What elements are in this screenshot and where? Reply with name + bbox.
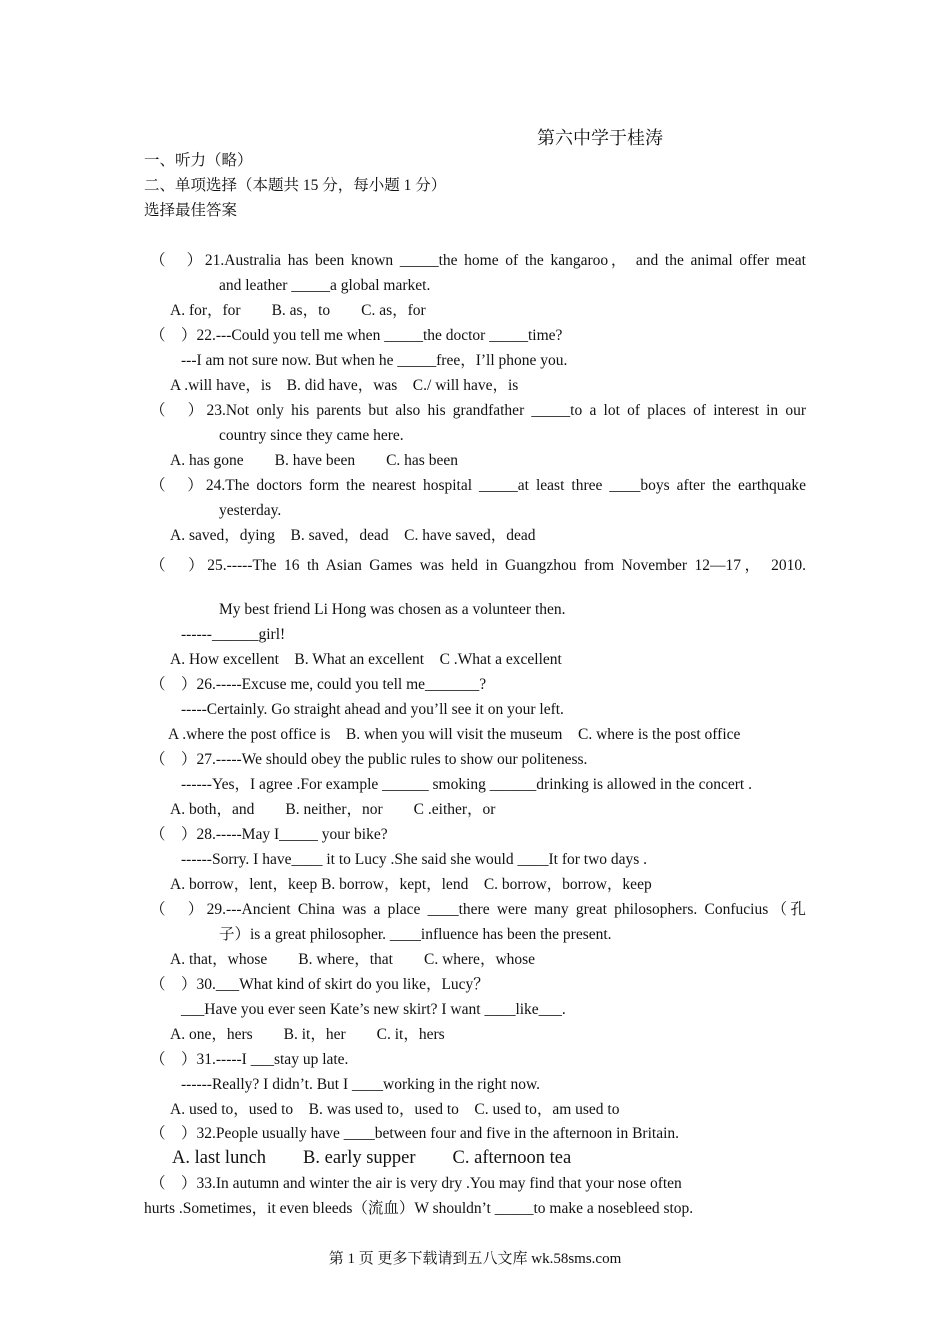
question-28-line-1: （ ）28.-----May I_____ your bike? bbox=[150, 826, 388, 843]
question-31-line-1: （ ）31.-----I ___stay up late. bbox=[150, 1051, 349, 1068]
question-31-line-2: ------Really? I didn’t. But I ____working in the right now. bbox=[181, 1076, 541, 1093]
question-33-line-2: hurts .Sometimes，it even bleeds（流血）W shouldn’t _____to make a nosebleed stop. bbox=[144, 1200, 694, 1217]
question-23-line-2: country since they came here. bbox=[219, 427, 404, 444]
question-27-line-1: （ ）27.-----We should obey the public rules to show our politeness. bbox=[150, 751, 588, 768]
question-26-options: A .where the post office is B. when you will visit the museum C. where is the post office bbox=[168, 726, 741, 743]
question-32-options: A. last lunch B. early supper C. afternoon tea bbox=[172, 1148, 572, 1168]
question-22-options: A .will have，is B. did have，was C./ will have，is bbox=[170, 377, 519, 394]
question-26-line-1: （ ）26.-----Excuse me, could you tell me_______? bbox=[150, 676, 487, 693]
question-21-options: A. for，for B. as，to C. as，for bbox=[170, 302, 426, 319]
question-30-line-2: ___Have you ever seen Kate’s new skirt? I want ____like___. bbox=[181, 1001, 566, 1018]
page-footer: 第 1 页 更多下载请到五八文库 wk.58sms.com bbox=[328, 1251, 622, 1267]
question-29-options: A. that，whose B. where，that C. where，whose bbox=[170, 951, 536, 968]
question-32-line-1: （ ）32.People usually have ____between four and five in the afternoon in Britain. bbox=[150, 1125, 680, 1142]
question-24-line-1: （ ）24.The doctors form the nearest hospital _____at least three ____boys after the earthquake bbox=[150, 477, 806, 494]
question-25-line-2: My best friend Li Hong was chosen as a volunteer then. bbox=[219, 601, 566, 618]
question-30-line-1: （ ）30.___What kind of skirt do you like，Lucy？ bbox=[150, 976, 489, 993]
question-24-options: A. saved，dying B. saved，dead C. have saved，dead bbox=[170, 527, 536, 544]
question-21-line-1: （ ）21.Australia has been known _____the home of the kangaroo， and the animal offer meat bbox=[150, 252, 806, 269]
question-25-line-1: （ ）25.-----The 16 th Asian Games was held in Guangzhou from November 12—17， 2010. bbox=[150, 557, 806, 574]
question-27-line-2: ------Yes，I agree .For example ______ smoking ______drinking is allowed in the concert . bbox=[181, 776, 752, 793]
section-single-choice: 二、单项选择（本题共 15 分，每小题 1 分） bbox=[144, 177, 447, 194]
question-26-line-2: -----Certainly. Go straight ahead and you’ll see it on your left. bbox=[181, 701, 564, 718]
question-21-line-2: and leather _____a global market. bbox=[219, 277, 431, 294]
author-line: 第六中学于桂涛 bbox=[537, 128, 663, 148]
question-28-line-2: ------Sorry. I have____ it to Lucy .She said she would ____It for two days . bbox=[181, 851, 648, 868]
question-30-options: A. one，hers B. it，her C. it，hers bbox=[170, 1026, 445, 1043]
question-25-options: A. How excellent B. What an excellent C .What a excellent bbox=[170, 651, 562, 668]
question-23-options: A. has gone B. have been C. has been bbox=[170, 452, 458, 469]
question-27-options: A. both，and B. neither，nor C .either，or bbox=[170, 801, 496, 818]
question-22-line-2: ---I am not sure now. But when he _____free，I’ll phone you. bbox=[181, 352, 568, 369]
section-listening: 一、听力（略） bbox=[144, 152, 253, 169]
question-23-line-1: （ ）23.Not only his parents but also his grandfather _____to a lot of places of interest in our bbox=[150, 402, 806, 419]
question-22-line-1: （ ）22.---Could you tell me when _____the doctor _____time? bbox=[150, 327, 563, 344]
question-31-options: A. used to，used to B. was used to，used to C. used to，am used to bbox=[170, 1101, 620, 1118]
question-28-options: A. borrow，lent，keep B. borrow，kept，lend C. borrow，borrow，keep bbox=[170, 876, 652, 893]
question-29-line-1: （ ）29.---Ancient China was a place ____there were many great philosophers. Confucius（孔 bbox=[150, 901, 806, 918]
question-25-line-3: ------______girl! bbox=[181, 626, 286, 643]
question-24-line-2: yesterday. bbox=[219, 502, 282, 519]
question-29-line-2: 子）is a great philosopher. ____influence has been the present. bbox=[219, 926, 612, 943]
question-33-line-1: （ ）33.In autumn and winter the air is very dry .You may find that your nose often bbox=[150, 1175, 682, 1192]
section-instruction: 选择最佳答案 bbox=[144, 202, 238, 219]
